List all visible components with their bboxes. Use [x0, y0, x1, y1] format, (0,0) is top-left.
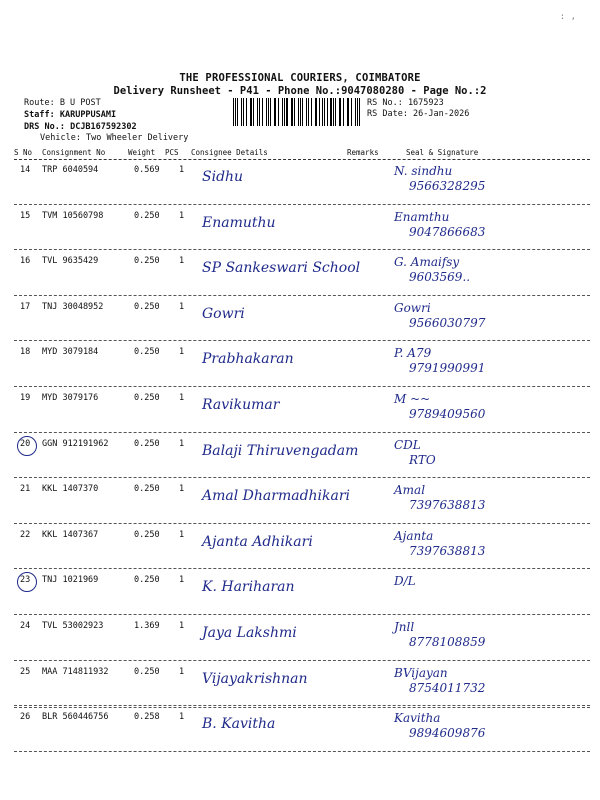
row-consignment-no: MAA 714811932 — [42, 666, 109, 677]
row-consignment-no: TNJ 1021969 — [42, 575, 99, 586]
row-pcs: 1 — [179, 165, 185, 175]
row-signature: BVijayan — [394, 665, 448, 680]
col-weight: Weight — [128, 148, 156, 157]
table-row — [14, 296, 590, 342]
row-consignee-handwriting: Balaji Thiruvengadam — [202, 442, 359, 459]
row-sno: 20 — [20, 438, 31, 449]
row-consignee-handwriting: Amal Dharmadhikari — [202, 488, 351, 505]
barcode-bar — [278, 98, 279, 126]
row-phone-handwriting: 8778108859 — [409, 635, 486, 649]
barcode-bar — [355, 98, 356, 126]
row-signature: N. sindhu — [394, 164, 453, 178]
route-label: Route: B U POST — [24, 98, 101, 108]
row-phone-handwriting: 8754011732 — [409, 680, 486, 695]
row-phone-handwriting: 7397638813 — [409, 543, 486, 558]
vehicle-label: Vehicle: Two Wheeler Delivery — [40, 133, 189, 143]
table-row — [14, 159, 590, 205]
row-consignment-no: KKL 1407367 — [42, 529, 99, 540]
col-remarks: Remarks — [347, 148, 379, 157]
barcode-bar — [241, 98, 242, 126]
table-row — [14, 478, 590, 524]
row-weight: 0.258 — [134, 712, 160, 723]
table-row — [14, 250, 590, 296]
row-sno: 18 — [20, 347, 31, 358]
row-weight: 0.250 — [134, 575, 160, 586]
row-consignee-handwriting: Vijayakrishnan — [202, 670, 308, 687]
row-signature: Gowri — [394, 300, 431, 315]
row-consignee-handwriting: Enamuthu — [202, 214, 276, 231]
margin-marks: : , — [559, 12, 576, 22]
table-row — [14, 706, 590, 752]
row-consignment-no: MYD 3079176 — [42, 393, 99, 403]
barcode-bar — [282, 98, 283, 126]
row-consignee-handwriting: Ajanta Adhikari — [202, 533, 313, 550]
table-row — [14, 433, 590, 479]
row-pcs: 1 — [179, 529, 185, 540]
row-weight: 0.250 — [134, 484, 160, 495]
row-phone-handwriting: RTO — [409, 452, 436, 467]
staff-line — [24, 110, 116, 121]
row-weight: 0.569 — [134, 165, 160, 175]
table-row — [14, 341, 590, 387]
col-sno: S No — [14, 148, 33, 157]
row-pcs: 1 — [179, 210, 185, 221]
row-consignment-no: MYD 3079184 — [42, 347, 99, 358]
row-pcs: 1 — [179, 256, 185, 267]
row-consignee-handwriting: B. Kavitha — [202, 716, 276, 733]
row-consignment-no: TVM 10560798 — [42, 210, 104, 221]
barcode-bar — [253, 98, 254, 126]
row-pcs: 1 — [179, 484, 185, 495]
row-consignee-handwriting: Jaya Lakshmi — [202, 625, 297, 641]
row-consignee-handwriting: Prabhakaran — [202, 351, 294, 368]
row-pcs: 1 — [179, 666, 185, 677]
row-pcs: 1 — [179, 301, 185, 312]
table-row — [14, 524, 590, 570]
table-row — [14, 569, 590, 615]
row-weight: 0.250 — [134, 438, 160, 449]
row-sno: 14 — [20, 165, 31, 175]
row-sno: 17 — [20, 301, 31, 312]
row-consignment-no: KKL 1407370 — [42, 484, 99, 495]
row-sno: 23 — [20, 575, 31, 586]
staff-label: Staff: — [24, 110, 55, 120]
col-consignee: Consignee Details — [191, 148, 268, 157]
row-signature: G. Amaifsy — [394, 255, 460, 270]
barcode-bar — [233, 98, 234, 126]
barcode-bar — [262, 98, 263, 126]
drs-line — [24, 122, 137, 133]
row-weight: 0.250 — [134, 666, 160, 677]
row-phone-handwriting: 9603569.. — [409, 270, 471, 285]
row-consignment-no: TNJ 30048952 — [42, 301, 104, 312]
col-pcs: PCS — [165, 148, 179, 157]
row-phone-handwriting: 9789409560 — [409, 407, 486, 421]
row-sno: 24 — [20, 621, 31, 631]
drs-number: DCJB167592302 — [70, 122, 137, 132]
table-row — [14, 205, 590, 251]
row-weight: 0.250 — [134, 529, 160, 540]
row-signature: CDL — [394, 437, 421, 452]
row-signature: Jnll — [394, 620, 415, 634]
row-sno: 21 — [20, 484, 31, 495]
row-pcs: 1 — [179, 712, 185, 723]
row-phone-handwriting: 9566030797 — [409, 315, 486, 330]
staff-name: KARUPPUSAMI — [59, 110, 117, 120]
row-phone-handwriting: 9047866683 — [409, 224, 486, 239]
drs-label: DRS No.: — [24, 122, 65, 132]
row-sno: 25 — [20, 666, 31, 677]
barcode-bar — [351, 98, 352, 126]
row-pcs: 1 — [179, 438, 185, 449]
row-weight: 0.250 — [134, 301, 160, 312]
barcode-bar — [306, 98, 307, 126]
barcode-bar — [294, 98, 295, 126]
table-row — [14, 661, 590, 707]
row-consignment-no: TRP 6040594 — [42, 165, 99, 175]
rs-info — [367, 98, 469, 120]
table-row — [14, 387, 590, 433]
row-sno: 16 — [20, 256, 31, 267]
row-signature: Ajanta — [394, 528, 434, 543]
row-signature: M ~~ — [394, 392, 431, 406]
row-weight: 0.250 — [134, 256, 160, 267]
table-bottom-rule — [14, 707, 590, 708]
barcode-bar — [286, 98, 287, 126]
row-consignee-handwriting: SP Sankeswari School — [202, 260, 361, 277]
row-sno: 19 — [20, 393, 31, 403]
row-signature: Enamthu — [394, 209, 450, 224]
row-consignment-no: TVL 53002923 — [42, 621, 104, 631]
row-signature: Amal — [394, 483, 426, 498]
row-consignment-no: GGN 912191962 — [42, 438, 109, 449]
row-consignee-handwriting: K. Hariharan — [202, 579, 295, 596]
barcode-bar — [316, 98, 317, 126]
barcode-image — [233, 98, 363, 126]
table-row — [14, 615, 590, 661]
row-consignee-handwriting: Gowri — [202, 305, 245, 322]
barcode-bar — [270, 98, 271, 126]
row-signature: P. A79 — [394, 346, 432, 361]
col-signature: Seal & Signature — [406, 148, 479, 157]
barcode-bar — [322, 98, 323, 126]
row-pcs: 1 — [179, 621, 185, 631]
row-phone-handwriting: 7397638813 — [409, 498, 486, 513]
row-pcs: 1 — [179, 575, 185, 586]
row-pcs: 1 — [179, 393, 185, 403]
document-title: THE PROFESSIONAL COURIERS, COIMBATORE — [179, 72, 421, 84]
barcode-bar — [343, 98, 344, 126]
row-signature: Kavitha — [394, 711, 441, 726]
row-weight: 0.250 — [134, 347, 160, 358]
row-weight: 0.250 — [134, 210, 160, 221]
rs-date: RS Date: 26-Jan-2026 — [367, 109, 470, 119]
row-consignment-no: BLR 560446756 — [42, 712, 109, 723]
row-sno: 22 — [20, 529, 31, 540]
row-weight: 1.369 — [134, 621, 160, 631]
row-phone-handwriting: 9791990991 — [409, 361, 486, 376]
col-consignment: Consignment No — [42, 148, 106, 157]
row-consignment-no: TVL 9635429 — [42, 256, 99, 267]
row-consignee-handwriting: Ravikumar — [202, 397, 280, 413]
row-sno: 15 — [20, 210, 31, 221]
row-signature: D/L — [394, 574, 416, 589]
row-phone-handwriting: 9894609876 — [409, 726, 486, 741]
row-phone-handwriting: 9566328295 — [409, 179, 486, 193]
barcode-bar — [243, 98, 244, 126]
row-pcs: 1 — [179, 347, 185, 358]
row-consignee-handwriting: Sidhu — [202, 169, 244, 185]
barcode-bar — [335, 98, 336, 126]
row-sno: 26 — [20, 712, 31, 723]
barcode-bar — [330, 98, 331, 126]
document-subtitle: Delivery Runsheet - P41 - Phone No.:9047080280 - Page No.:2 — [113, 85, 487, 97]
barcode-bar — [308, 98, 309, 126]
barcode-bar — [257, 98, 258, 126]
row-weight: 0.250 — [134, 393, 160, 403]
rs-number: RS No.: 1675923 — [367, 98, 444, 108]
